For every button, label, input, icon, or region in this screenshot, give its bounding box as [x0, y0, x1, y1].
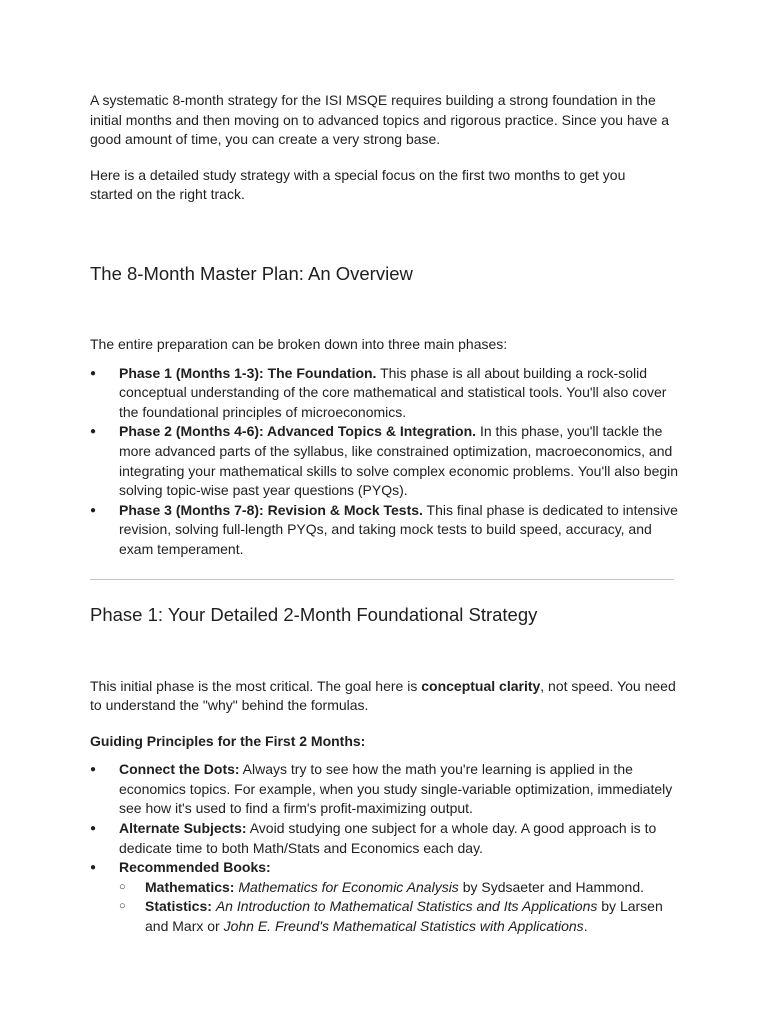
section-divider [90, 579, 674, 580]
phase-text: This phase is all about building a rock-solid conceptual understanding of the core mathematical and statistical tools. You'll also cover the foundational principles of microeconomics. [119, 364, 667, 420]
phase1-heading: Phase 1: Your Detailed 2-Month Foundational Strategy [90, 603, 538, 625]
guiding-principles-heading: Guiding Principles for the First 2 Months: [90, 732, 366, 749]
books-list [119, 878, 680, 937]
principle-title: Alternate Subjects: [119, 820, 247, 837]
intro-paragraph-1: A systematic 8-month strategy for the ISI MSQE requires building a strong foundation in the initial months and then moving on to advanced topics and rigorous practice. Since you have a good amount of time, you can create a very strong base. [90, 92, 670, 148]
book-item-stats [119, 897, 680, 936]
phase-list-item [90, 422, 680, 500]
overview-heading: The 8-Month Master Plan: An Overview [90, 262, 413, 284]
principle-item [90, 760, 680, 819]
phase1-intro-start: This initial phase is the most critical. The goal here is [90, 677, 422, 694]
books-title: Recommended Books: [119, 859, 271, 876]
phase-title: Phase 1 (Months 1-3): The Foundation. [119, 364, 377, 381]
book-subject-label: Statistics: [145, 898, 212, 915]
book-title: An Introduction to Mathematical Statistics and Its Applications [215, 898, 598, 915]
principle-item [90, 819, 680, 858]
phase-text: In this phase, you'll tackle the more advanced parts of the syllabus, like constrained optimization, macroeconomics, and integrating your mathematical skills to solve complex economic problems. You'll also begin solving topic-wise past year questions (PYQs). [119, 423, 679, 499]
phase-list [90, 364, 680, 560]
book-authors: by Sydsaeter and Hammond. [458, 878, 645, 895]
book-title-alt: John E. Freund's Mathematical Statistics with Applications [223, 918, 584, 935]
phase1-intro-end: , not speed. You need to understand the "why" behind the formulas. [90, 677, 676, 714]
intro-paragraph-2: Here is a detailed study strategy with a special focus on the first two months to get you started on the right track. [90, 166, 626, 203]
book-title: Mathematics for Economic Analysis [238, 878, 459, 895]
principle-title: Connect the Dots: [119, 761, 240, 778]
principle-item-books [90, 858, 680, 936]
phase-title: Phase 3 (Months 7-8): Revision & Mock Tests. [119, 501, 423, 518]
book-end: . [583, 918, 588, 935]
phase-title: Phase 2 (Months 4-6): Advanced Topics & Integration. [119, 423, 477, 440]
phase1-intro-emphasis: conceptual clarity [421, 677, 541, 694]
phase-text: This final phase is dedicated to intensive revision, solving full-length PYQs, and taking mock tests to build speed, accuracy, and exam temperament. [119, 501, 678, 557]
overview-intro: The entire preparation can be broken down into three main phases: [90, 335, 508, 352]
book-authors: by Larsen and Marx or [145, 898, 663, 935]
phase-list-item [90, 501, 680, 560]
principle-text: Always try to see how the math you're learning is applied in the economics topics. For example, when you study single-variable optimization, immediately see how it's used to find a firm's profit-maximizing output. [119, 761, 673, 817]
principles-list [90, 760, 680, 936]
book-item-math [119, 878, 680, 898]
phase-list-item [90, 364, 680, 423]
principle-text: Avoid studying one subject for a whole day. A good approach is to dedicate time to both Math/Stats and Economics each day. [119, 820, 657, 856]
book-subject-label: Mathematics: [145, 878, 235, 895]
phase1-intro [90, 677, 680, 716]
